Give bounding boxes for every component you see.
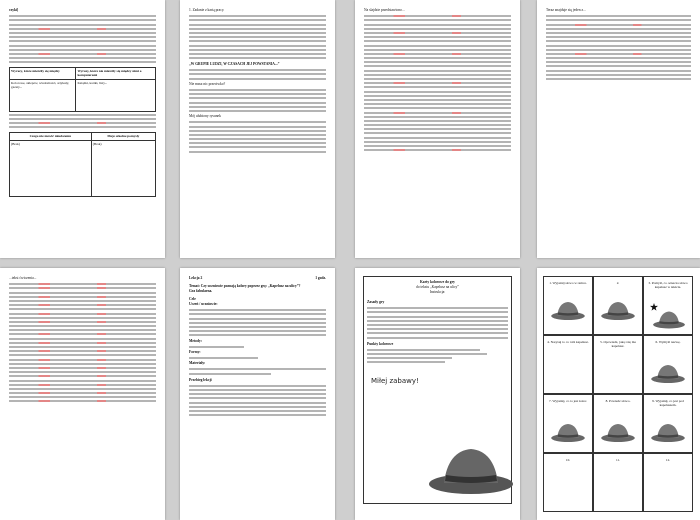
card-cell bbox=[543, 394, 593, 453]
worksheet-instruction: Instrukcja: bbox=[429, 290, 446, 294]
goals-subheading: Uczeń / uczniowie: bbox=[189, 302, 218, 306]
page-opening: 1. Zadanie z kartą pracy. bbox=[189, 8, 225, 12]
rules-heading: Zasady gry bbox=[367, 300, 385, 304]
table-cell: (Brak) bbox=[91, 140, 155, 196]
table-header: Wyrazy, które mieściły się między bbox=[10, 68, 76, 79]
subtopic: Gra fabularna. bbox=[189, 289, 213, 293]
document-page-8 bbox=[537, 268, 700, 520]
card-grid bbox=[543, 276, 693, 512]
document-page-7 bbox=[355, 268, 520, 520]
methods-heading: Metody: bbox=[189, 338, 202, 343]
line-a: Nie masz nic przeciwko? bbox=[189, 81, 226, 86]
card-label: 3. Pomyśl, co oznacza słowo kapelusz w tekście. bbox=[648, 281, 688, 289]
table-cell: Kolorowe, sklepów, wiadomości, artykuły, gazety... bbox=[10, 79, 76, 111]
document-page-6 bbox=[180, 268, 335, 520]
lesson-duration: 1 godz. bbox=[315, 276, 326, 280]
points-heading: Punkty kolorowe bbox=[367, 341, 394, 346]
card-label: 4. Narysuj to co robi kapelusz. bbox=[547, 340, 589, 344]
quote-text: „W GRUPIE LUDZI, W CZASACH JEJ POWSTANIA...” bbox=[189, 62, 280, 67]
page-opening: Teraz znajduje się jeden z... bbox=[546, 8, 586, 12]
hat-icon bbox=[600, 419, 636, 445]
page-title: czyki] bbox=[9, 8, 19, 12]
page-opening: Na slajdzie przedstawiono... bbox=[364, 8, 405, 12]
hat-icon bbox=[550, 419, 586, 445]
card-label: 12. bbox=[665, 458, 671, 462]
hat-icon bbox=[652, 307, 686, 331]
topic-text: Czy uczniowie poznają kolory poprzez grę: „Kapelusz na ulicy”? bbox=[200, 284, 301, 288]
worksheet-title: Karty kolorowe do gry bbox=[420, 280, 455, 284]
card-label: 10. bbox=[565, 458, 571, 462]
card-cell bbox=[643, 394, 693, 453]
words-table bbox=[9, 67, 156, 111]
document-page-4 bbox=[537, 0, 700, 258]
table-header: Moje szkolne pomysły bbox=[91, 133, 155, 140]
table-cell: (Brak) bbox=[10, 140, 92, 196]
card-label: 6. Wymyśl nazwę. bbox=[655, 340, 681, 344]
ideas-table bbox=[9, 132, 156, 196]
table-header: Czego nie mówić młodszemu bbox=[10, 133, 92, 140]
card-cell bbox=[643, 276, 693, 335]
card-label: 8. Powiedz słowo. bbox=[605, 399, 631, 403]
card-cell bbox=[543, 453, 593, 512]
card-cell bbox=[643, 453, 693, 512]
worksheet-subtitle: do tekstu „Kapelusz na ulicy” bbox=[416, 285, 459, 289]
card-cell bbox=[593, 394, 643, 453]
course-heading: Przebieg lekcji bbox=[189, 377, 212, 382]
card-cell bbox=[543, 276, 593, 335]
hat-icon bbox=[550, 297, 586, 323]
card-cell bbox=[643, 335, 693, 394]
hat-icon bbox=[600, 297, 636, 323]
materials-heading: Materiały: bbox=[189, 361, 206, 366]
document-page-1 bbox=[0, 0, 165, 258]
table-header: Wyrazy, które nie mieściły się między nimi a komputerami bbox=[76, 68, 156, 79]
card-label: 1. Wyjaśnij słowo w ramce. bbox=[549, 281, 587, 285]
goals-heading: Cele bbox=[189, 297, 196, 301]
page-opening: ...tekst ćwiczenia... bbox=[9, 276, 37, 280]
card-cell bbox=[593, 453, 643, 512]
hat-illustration bbox=[426, 439, 516, 499]
document-page-5 bbox=[0, 268, 165, 520]
card-cell bbox=[543, 335, 593, 394]
forms-heading: Formy: bbox=[189, 349, 201, 354]
card-label: 5. Opowiedz, jaką rolę ma kapelusz. bbox=[600, 340, 636, 348]
card-label: 2. bbox=[616, 281, 620, 285]
card-cell bbox=[593, 335, 643, 394]
lesson-number: Lekcja 2 bbox=[189, 276, 203, 280]
card-label: 7. Wyjaśnij, co to jest kolor. bbox=[549, 399, 587, 403]
card-cell bbox=[593, 276, 643, 335]
hat-icon bbox=[650, 360, 686, 386]
table-cell: Książki, kartki, listy... bbox=[76, 79, 156, 111]
worksheet-frame bbox=[363, 276, 512, 504]
topic-label: Temat: bbox=[189, 284, 200, 288]
document-page-3 bbox=[355, 0, 520, 258]
greeting-text: Miłej zabawy! bbox=[371, 377, 419, 386]
card-label: 9. Wyjaśnij, co jest pod kapeluszem. bbox=[652, 399, 684, 407]
document-page-2 bbox=[180, 0, 335, 258]
hat-icon bbox=[650, 419, 686, 445]
line-b: Mój ulubiony rysunek bbox=[189, 114, 221, 119]
card-label: 11. bbox=[615, 458, 621, 462]
